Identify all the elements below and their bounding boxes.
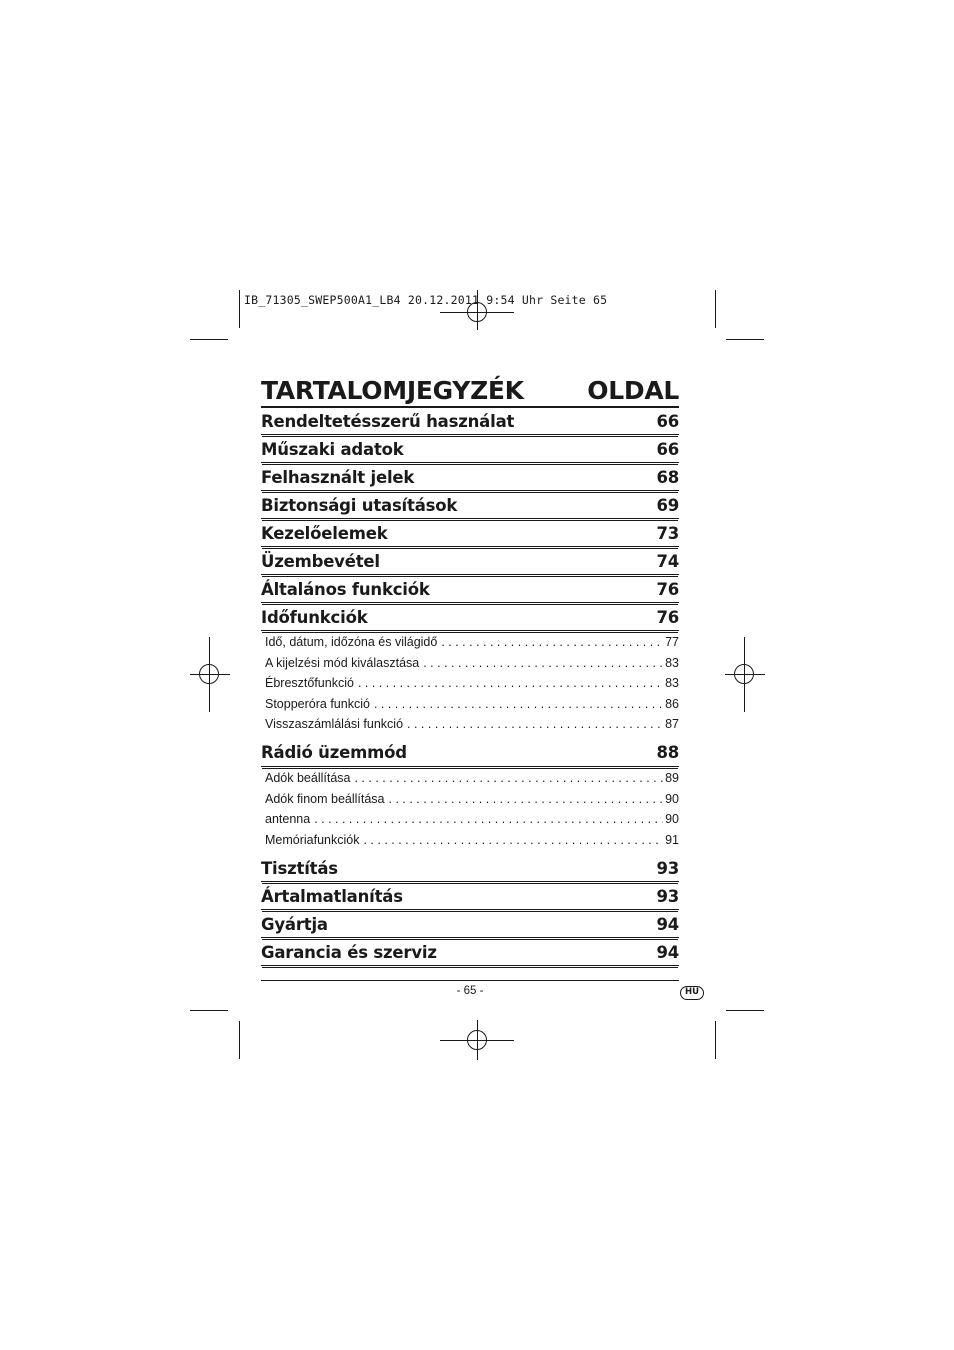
toc-subentry-page: 90 xyxy=(665,812,679,827)
toc-entry-title: Műszaki adatok xyxy=(261,439,404,459)
toc-subentry-title: antenna xyxy=(265,812,311,827)
toc-subentries xyxy=(261,768,679,855)
crop-mark xyxy=(726,339,764,340)
page-number: - 65 - xyxy=(456,985,484,997)
toc-subentry xyxy=(265,792,679,813)
registration-circle-icon xyxy=(734,664,754,684)
table-of-contents xyxy=(261,376,679,967)
toc-entry-title: Időfunkciók xyxy=(261,607,368,627)
toc-subentry xyxy=(265,656,679,677)
language-badge: HU xyxy=(680,986,704,1000)
toc-entry-title: Tisztítás xyxy=(261,858,338,878)
dot-leader xyxy=(358,676,663,690)
toc-subentry xyxy=(265,697,679,718)
toc-subentry xyxy=(265,812,679,833)
crop-mark xyxy=(239,1021,240,1059)
toc-subentry-page: 83 xyxy=(665,655,679,670)
toc-entry-page: 69 xyxy=(656,495,679,515)
dot-leader xyxy=(314,812,663,826)
toc-subentry-title: Memóriafunkciók xyxy=(265,832,360,847)
registration-circle-icon xyxy=(467,1030,487,1050)
toc-entry-page: 68 xyxy=(656,467,679,487)
toc-entry xyxy=(261,855,679,882)
toc-entry-title: Üzembevétel xyxy=(261,551,380,571)
toc-entry xyxy=(261,408,679,435)
toc-header xyxy=(261,376,679,408)
toc-entry-page: 73 xyxy=(656,523,679,543)
toc-entry-page: 76 xyxy=(656,607,679,627)
toc-entry-page: 66 xyxy=(656,411,679,431)
crop-mark xyxy=(190,1010,228,1011)
toc-entry xyxy=(261,883,679,910)
toc-subentry-title: Idő, dátum, időzóna és világidő xyxy=(265,635,438,649)
toc-entry-title: Garancia és szerviz xyxy=(261,942,437,962)
dot-leader xyxy=(354,771,663,785)
toc-subentry-page: 89 xyxy=(665,770,679,785)
toc-list xyxy=(261,408,679,966)
toc-subentry-title: Stopperóra funkció xyxy=(265,696,370,711)
toc-entry-title: Rádió üzemmód xyxy=(261,743,407,763)
toc-entry xyxy=(261,740,679,767)
dot-leader xyxy=(441,635,663,649)
toc-entry xyxy=(261,464,679,491)
footer-rule xyxy=(261,980,679,981)
toc-entry xyxy=(261,492,679,519)
toc-entry-page: 94 xyxy=(656,914,679,934)
toc-entry-page: 74 xyxy=(656,551,679,571)
toc-subentry-title: Adók beállítása xyxy=(265,770,351,785)
toc-subentry-page: 87 xyxy=(665,717,679,732)
toc-entry xyxy=(261,436,679,463)
toc-entry xyxy=(261,520,679,547)
toc-entry xyxy=(261,576,679,603)
toc-entry-title: Gyártja xyxy=(261,914,328,934)
toc-entry xyxy=(261,939,679,966)
toc-entry-title: Általános funkciók xyxy=(261,579,430,599)
toc-subentry-title: A kijelzési mód kiválasztása xyxy=(265,655,420,670)
crop-mark xyxy=(239,290,240,328)
toc-subentry xyxy=(265,676,679,697)
toc-subentry-title: Adók finom beállítása xyxy=(265,791,385,806)
dot-leader xyxy=(423,656,663,670)
toc-subentry-page: 83 xyxy=(665,676,679,691)
dot-leader xyxy=(407,717,663,731)
toc-entry xyxy=(261,548,679,575)
crop-mark xyxy=(190,339,228,340)
toc-subentry xyxy=(265,717,679,738)
print-slug: IB_71305_SWEP500A1_LB4 20.12.2011 9:54 Uhr Seite 65 xyxy=(244,293,608,307)
crop-mark xyxy=(726,1010,764,1011)
crop-mark xyxy=(715,1021,716,1059)
toc-subentry-title: Ébresztőfunkció xyxy=(265,676,354,691)
toc-entry xyxy=(261,604,679,631)
toc-subentry-page: 90 xyxy=(665,791,679,806)
toc-entry-title: Felhasznált jelek xyxy=(261,467,415,487)
toc-subentry-page: 91 xyxy=(665,832,679,847)
toc-title: TARTALOMJEGYZÉK xyxy=(261,376,524,405)
toc-subentry xyxy=(265,771,679,792)
toc-subentries xyxy=(261,632,679,740)
crop-mark xyxy=(715,290,716,328)
toc-entry-title: Rendeltetésszerű használat xyxy=(261,411,515,431)
toc-page-label: OLDAL xyxy=(587,376,679,405)
toc-subentry xyxy=(265,833,679,854)
toc-entry-page: 93 xyxy=(656,886,679,906)
toc-entry-page: 88 xyxy=(656,743,679,763)
toc-entry-page: 94 xyxy=(656,942,679,962)
registration-circle-icon xyxy=(199,664,219,684)
toc-subentry-page: 77 xyxy=(665,635,679,649)
dot-leader xyxy=(389,792,664,806)
toc-entry-page: 66 xyxy=(656,439,679,459)
toc-entry-title: Kezelőelemek xyxy=(261,523,388,543)
dot-leader xyxy=(363,833,663,847)
toc-entry-title: Biztonsági utasítások xyxy=(261,495,458,515)
toc-subentry xyxy=(265,635,679,656)
toc-entry-page: 76 xyxy=(656,579,679,599)
toc-entry-page: 93 xyxy=(656,858,679,878)
toc-entry xyxy=(261,911,679,938)
toc-subentry-page: 86 xyxy=(665,696,679,711)
toc-entry-title: Ártalmatlanítás xyxy=(261,886,403,906)
toc-subentry-title: Visszaszámlálási funkció xyxy=(265,717,404,732)
dot-leader xyxy=(374,697,663,711)
